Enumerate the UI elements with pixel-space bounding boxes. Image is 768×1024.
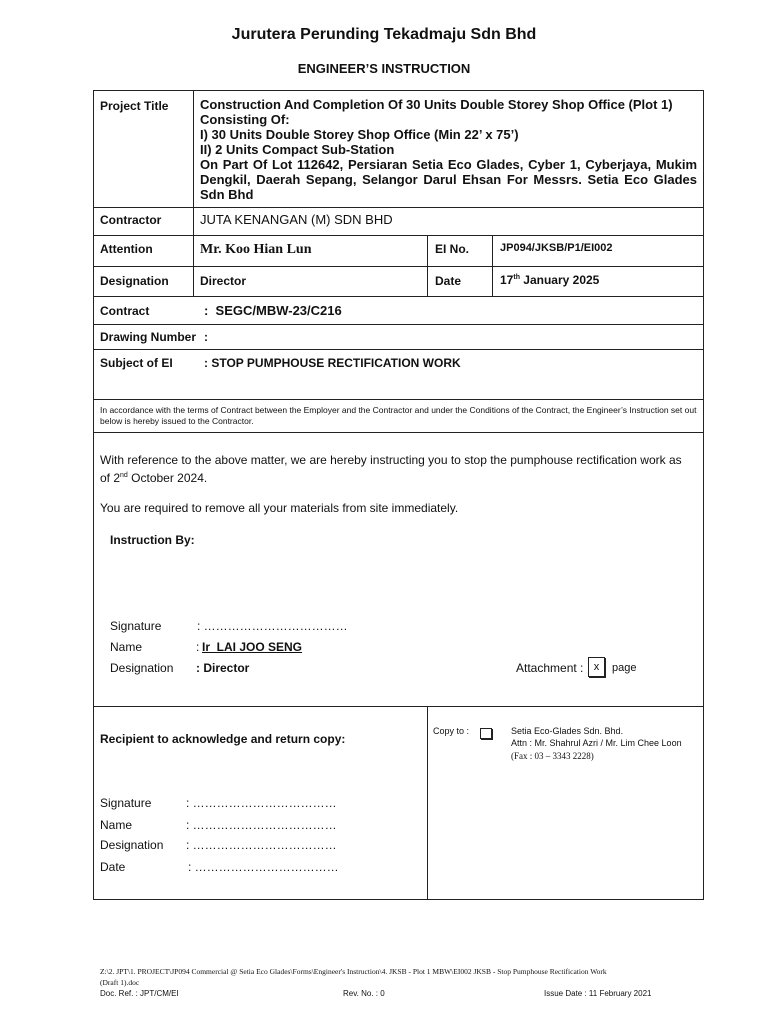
- recipient-name-label: Name: [100, 818, 133, 832]
- project-line: Dengkil, Daerah Sepang, Selangor Darul Ehsan For Messrs. Setia Eco Glades: [200, 172, 697, 187]
- recipient-date-label: Date: [100, 860, 126, 874]
- copy-to-fax: (Fax : 03 – 3343 2228): [511, 751, 594, 761]
- instruction-date-suffix: nd: [120, 472, 128, 479]
- doc-ref: Doc. Ref. : JPT/CM/EI: [100, 989, 179, 998]
- date-value: [500, 273, 599, 287]
- company-name: Jurutera Perunding Tekadmaju Sdn Bhd: [231, 26, 537, 43]
- attachment-page-label: page: [612, 662, 637, 674]
- instruction-date-rest: October 2024.: [127, 471, 208, 485]
- copy-to-attention: Attn : Mr. Shahrul Azri / Mr. Lim Chee Loon: [511, 738, 682, 748]
- designation-label: Designation: [100, 274, 169, 288]
- contract-value: : SEGC/MBW-23/C216: [204, 303, 342, 318]
- attachment-label: Attachment :: [516, 661, 584, 675]
- attention-value: Mr. Koo Hian Lun: [200, 242, 312, 257]
- issue-date: Issue Date : 11 February 2021: [544, 989, 652, 998]
- subject-value: : STOP PUMPHOUSE RECTIFICATION WORK: [204, 356, 461, 370]
- project-line: Consisting Of:: [200, 112, 290, 127]
- recipient-signature-label: Signature: [100, 796, 152, 810]
- project-title-value: [200, 97, 697, 202]
- contract-label: Contract: [100, 304, 150, 318]
- instruction-line-2: [100, 468, 207, 486]
- recipient-heading: Recipient to acknowledge and return copy:: [100, 732, 346, 746]
- instruction-signature-label: Signature: [110, 619, 162, 633]
- project-line: I) 30 Units Double Storey Shop Office (Min 22’ x 75’): [200, 127, 519, 142]
- document-title: ENGINEER’S INSTRUCTION: [297, 61, 471, 76]
- instruction-paragraph-2: You are required to remove all your materials from site immediately.: [100, 501, 459, 515]
- recipient-name-line: : ………………………………: [186, 818, 337, 832]
- instruction-name-value: Ir LAI JOO SENG: [202, 640, 303, 654]
- drawing-number-label: Drawing Number: [100, 330, 197, 344]
- copy-to-company: Setia Eco-Glades Sdn. Bhd.: [511, 726, 624, 736]
- project-title-label: Project Title: [100, 99, 169, 113]
- instruction-signature-line: : ………………………………: [197, 619, 348, 633]
- subject-label: Subject of EI: [100, 356, 173, 370]
- recipient-designation-line: : ………………………………: [186, 838, 337, 852]
- date-label: Date: [435, 274, 462, 288]
- date-day: 17: [500, 273, 514, 287]
- contractor-label: Contractor: [100, 213, 162, 227]
- recipient-date-line: : ………………………………: [188, 860, 339, 874]
- instruction-date-day: of 2: [100, 471, 121, 485]
- ei-no-value: JP094/JKSB/P1/EI002: [500, 242, 613, 254]
- project-line: II) 2 Units Compact Sub-Station: [200, 142, 395, 157]
- instruction-designation-value: : Director: [196, 661, 250, 675]
- instruction-name-label: Name: [110, 640, 143, 654]
- file-path-line-2: (Draft 1).doc: [100, 978, 140, 987]
- project-line: Construction And Completion Of 30 Units Double Storey Shop Office (Plot 1): [200, 97, 673, 112]
- drawing-number-value: :: [204, 330, 208, 344]
- copy-to-checkbox[interactable]: [480, 728, 492, 739]
- instruction-designation-label: Designation: [110, 661, 174, 675]
- instruction-name-colon: :: [196, 640, 200, 654]
- project-line: Sdn Bhd: [200, 187, 254, 202]
- revision-number: Rev. No. : 0: [343, 989, 385, 998]
- instruction-form-frame: [93, 90, 704, 900]
- recipient-designation-label: Designation: [100, 838, 164, 852]
- instruction-by-heading: Instruction By:: [110, 533, 195, 547]
- recipient-signature-line: : ………………………………: [186, 796, 337, 810]
- instruction-line-1: With reference to the above matter, we are hereby instructing you to stop the pumphouse rectification work as: [100, 453, 682, 467]
- designation-value: Director: [200, 274, 247, 288]
- date-suffix: th: [513, 274, 520, 281]
- ei-no-label: EI No.: [435, 242, 470, 256]
- attention-label: Attention: [100, 242, 153, 256]
- attachment-count-box[interactable]: x: [588, 657, 605, 677]
- date-month-year: January 2025: [519, 273, 600, 287]
- file-path-line-1: Z:\2. JPT\1. PROJECT\JP094 Commercial @ Setia Eco Glades\Forms\Engineer's Instruction\4. JKSB - Plot 1 MBW\EI002 JKSB - Stop Pumphouse Rectification Work: [100, 967, 607, 976]
- conditions-statement: In accordance with the terms of Contract between the Employer and the Contractor and under the Conditions of the Contract, the Engineer’s Instruction set out below is hereby issued to the Contractor.: [100, 405, 697, 426]
- project-line: On Part Of Lot 112642, Persiaran Setia Eco Glades, Cyber 1, Cyberjaya, Mukim: [200, 157, 697, 172]
- contractor-value: JUTA KENANGAN (M) SDN BHD: [200, 212, 393, 227]
- copy-to-label: Copy to :: [433, 726, 470, 736]
